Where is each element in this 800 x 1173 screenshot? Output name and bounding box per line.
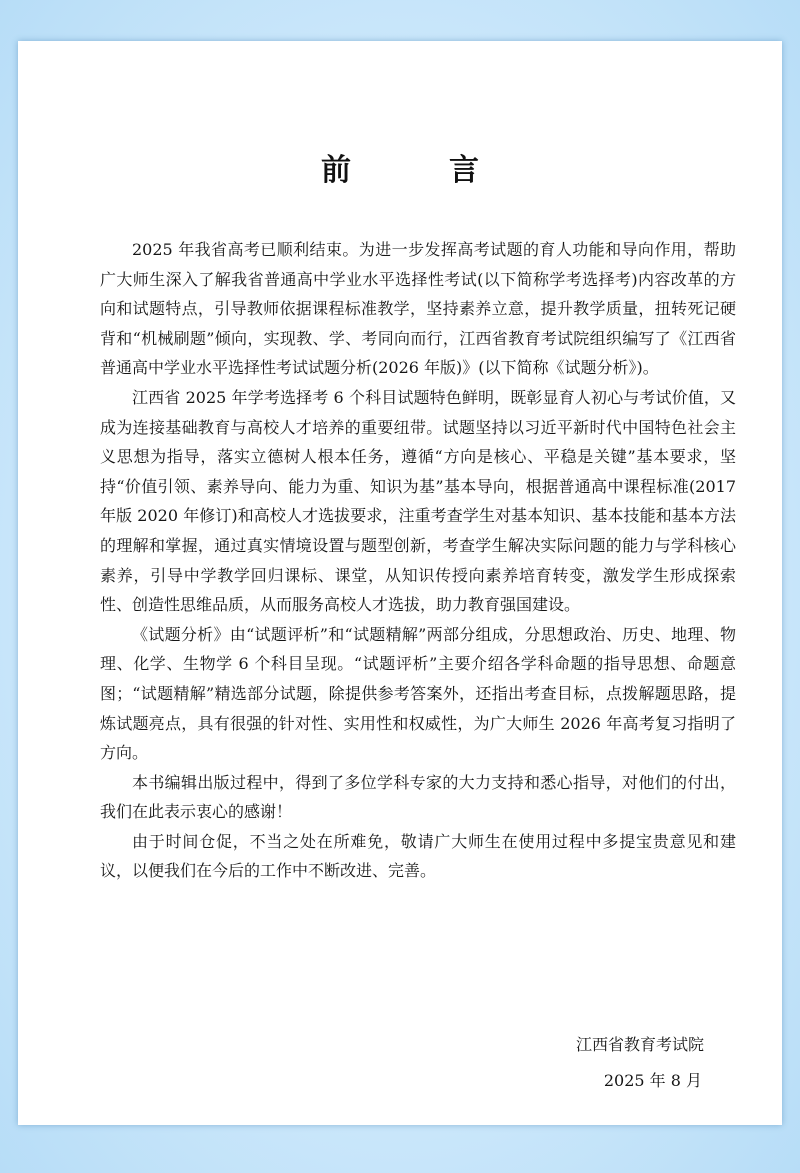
paragraph: 由于时间仓促，不当之处在所难免，敬请广大师生在使用过程中多提宝贵意见和建议，以便我们在今后的工作中不断改进、完善。 [100,831,736,881]
paragraph: 江西省 2025 年学考选择考 6 个科目试题特色鲜明，既彰显育人初心与考试价值，又成为连接基础教育与高校人才培养的重要纽带。试题坚持以习近平新时代中国特色社会主义思想为指导，落实立德树人根本任务，遵循“方向是核心、平稳是关键”基本要求，坚持“价值引领、素养导向、能力为重、知识为基”基本导向，根据普通高中课程标准(2017 年版 2020 年修订)和高校人才选拔要求，注重考查学生对基本知识、基本技能和基本方法的理解和掌握，通过真实情境设置与题型创新，考查学生解决实际问题的能力与学科核心素养，引导中学教学回归课标、课堂，从知识传授向素养培育转变，激发学生形成探索性、创造性思维品质，从而服务高校人才选拔，助力教育强国建设。 [100,387,736,615]
page-title: 前 言 [321,153,513,188]
preface-body [100,235,736,886]
paragraph: 本书编辑出版过程中，得到了多位学科专家的大力支持和悉心指导，对他们的付出，我们在此表示衷心的感谢！ [100,772,736,822]
signature-date: 2025 年 8 月 [603,1071,702,1090]
document-page [18,41,782,1125]
paragraph: 《试题分析》由“试题评析”和“试题精解”两部分组成，分思想政治、历史、地理、物理、化学、生物学 6 个科目呈现。“试题评析”主要介绍各学科命题的指导思想、命题意图；“试题精解”精选部分试题，除提供参考答案外，还指出考查目标，点拨解题思路，提炼试题亮点，具有很强的针对性、实用性和权威性，为广大师生 2026 年高考复习指明了方向。 [100,624,736,763]
signature-org: 江西省教育考试院 [575,1035,704,1054]
paragraph: 2025 年我省高考已顺利结束。为进一步发挥高考试题的育人功能和导向作用，帮助广大师生深入了解我省普通高中学业水平选择性考试(以下简称学考选择考)内容改革的方向和试题特点，引导教师依据课程标准教学，坚持素养立意，提升教学质量，扭转死记硬背和“机械刷题”倾向，实现教、学、考同向而行，江西省教育考试院组织编写了《江西省普通高中学业水平选择性考试试题分析(2026 年版)》(以下简称《试题分析》)。 [100,240,736,378]
signature-block [576,1027,704,1099]
